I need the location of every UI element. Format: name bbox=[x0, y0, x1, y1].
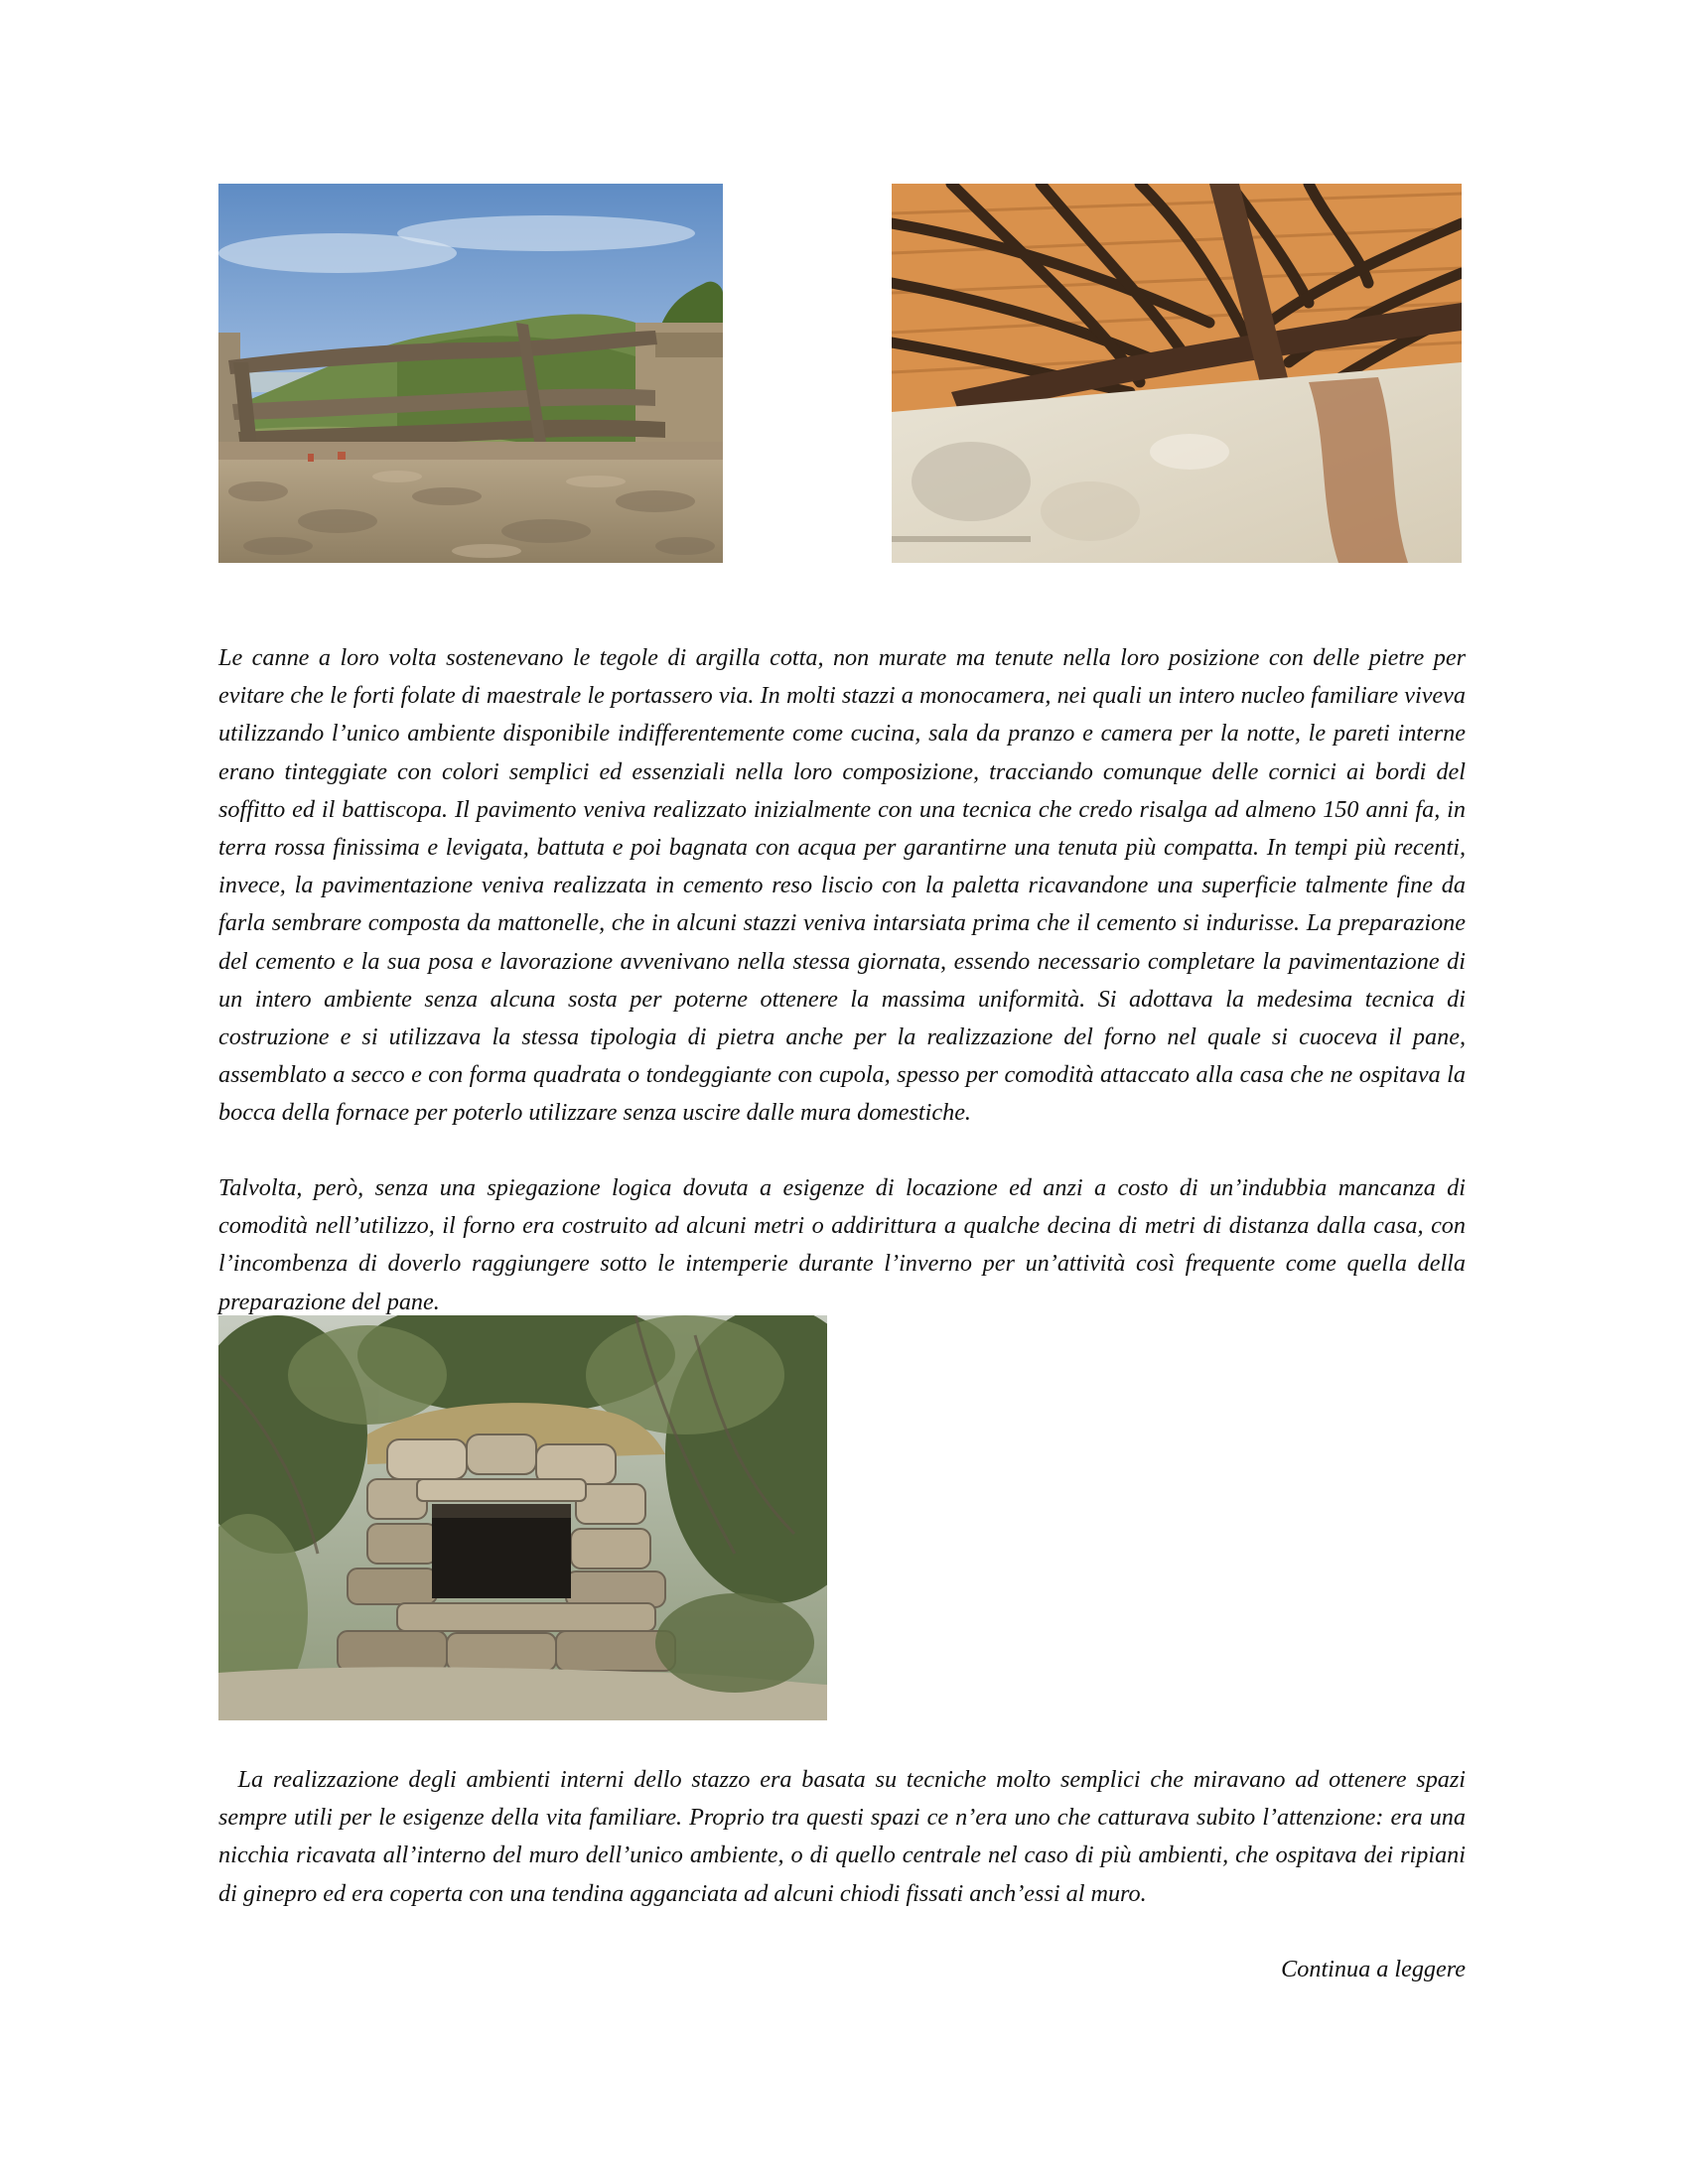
fence-photo bbox=[218, 184, 723, 563]
body-paragraph-1: Le canne a loro volta sostenevano le tegole di argilla cotta, non murate ma tenute nella loro posizione con delle pietre per evitare che le forti folate di maestrale le portassero via. In molti stazzi a monocamera, nei quali un intero nucleo familiare viveva utilizzando l’unico ambiente disponibile indifferentemente come cucina, sala da pranzo e camera per la notte, le pareti interne erano tinteggiate con colori semplici ed essenziali nella loro composizione, tracciando comunque delle cornici ai bordi del soffitto ed il battiscopa. Il pavimento veniva realizzato inizialmente con una tecnica che credo risalga ad almeno 150 anni fa, in terra rossa finissima e levigata, battuta e poi bagnata con acqua per garantirne una tenuta più compatta. In tempi più recenti, invece, la pavimentazione veniva realizzata in cemento reso liscio con la paletta ricavandone una superficie talmente fine da farla sembrare composta da mattonelle, che in alcuni stazzi veniva intarsiata prima che il cemento si indurisse. La preparazione del cemento e la sua posa e lavorazione avvenivano nella stessa giornata, essendo necessario completare la pavimentazione di un intero ambiente senza alcuna sosta per poterne ottenere la massima uniformità. Si adottava la medesima tecnica di costruzione e si utilizzava la stessa tipologia di pietra anche per la realizzazione del forno nel quale si cuoceva il pane, assemblato a secco e con forma quadrata o tondeggiante con cupola, spesso per comodità attaccato alla casa che ne ospitava la bocca della fornace per poterlo utilizzare senza uscire dalle mura domestiche. bbox=[218, 644, 1473, 1127]
body-paragraph-2: Talvolta, però, senza una spiegazione logica dovuta a esigenze di locazione ed anzi a costo di un’indubbia mancanza di comodità nell’utilizzo, il forno era costruito ad alcuni metri o addirittura a qualche decina di metri di distanza dalla casa, con l’incombenza di doverlo raggiungere sotto le intemperie durante l’inverno per un’attività così frequente come quella della preparazione del pane. bbox=[218, 1174, 1473, 1315]
body-paragraph-3: La realizzazione degli ambienti interni dello stazzo era basata su tecniche molto semplici che miravano ad ottenere spazi sempre utili per le esigenze della vita familiare. Proprio tra questi spazi ce n’era uno che catturava subito l’attenzione: era una nicchia ricavata all’interno del muro dell’unico ambiente, o di quello centrale nel caso di più ambienti, che ospitava dei ripiani di ginepro ed era coperta con una tendina agganciata ad alcuni chiodi fissati anch’essi al muro. bbox=[218, 1766, 1473, 1907]
continue-reading-link[interactable]: Continua a leggere bbox=[1281, 1956, 1466, 1982]
roof-beams-photo bbox=[892, 184, 1462, 563]
stone-oven-photo bbox=[218, 1315, 827, 1720]
